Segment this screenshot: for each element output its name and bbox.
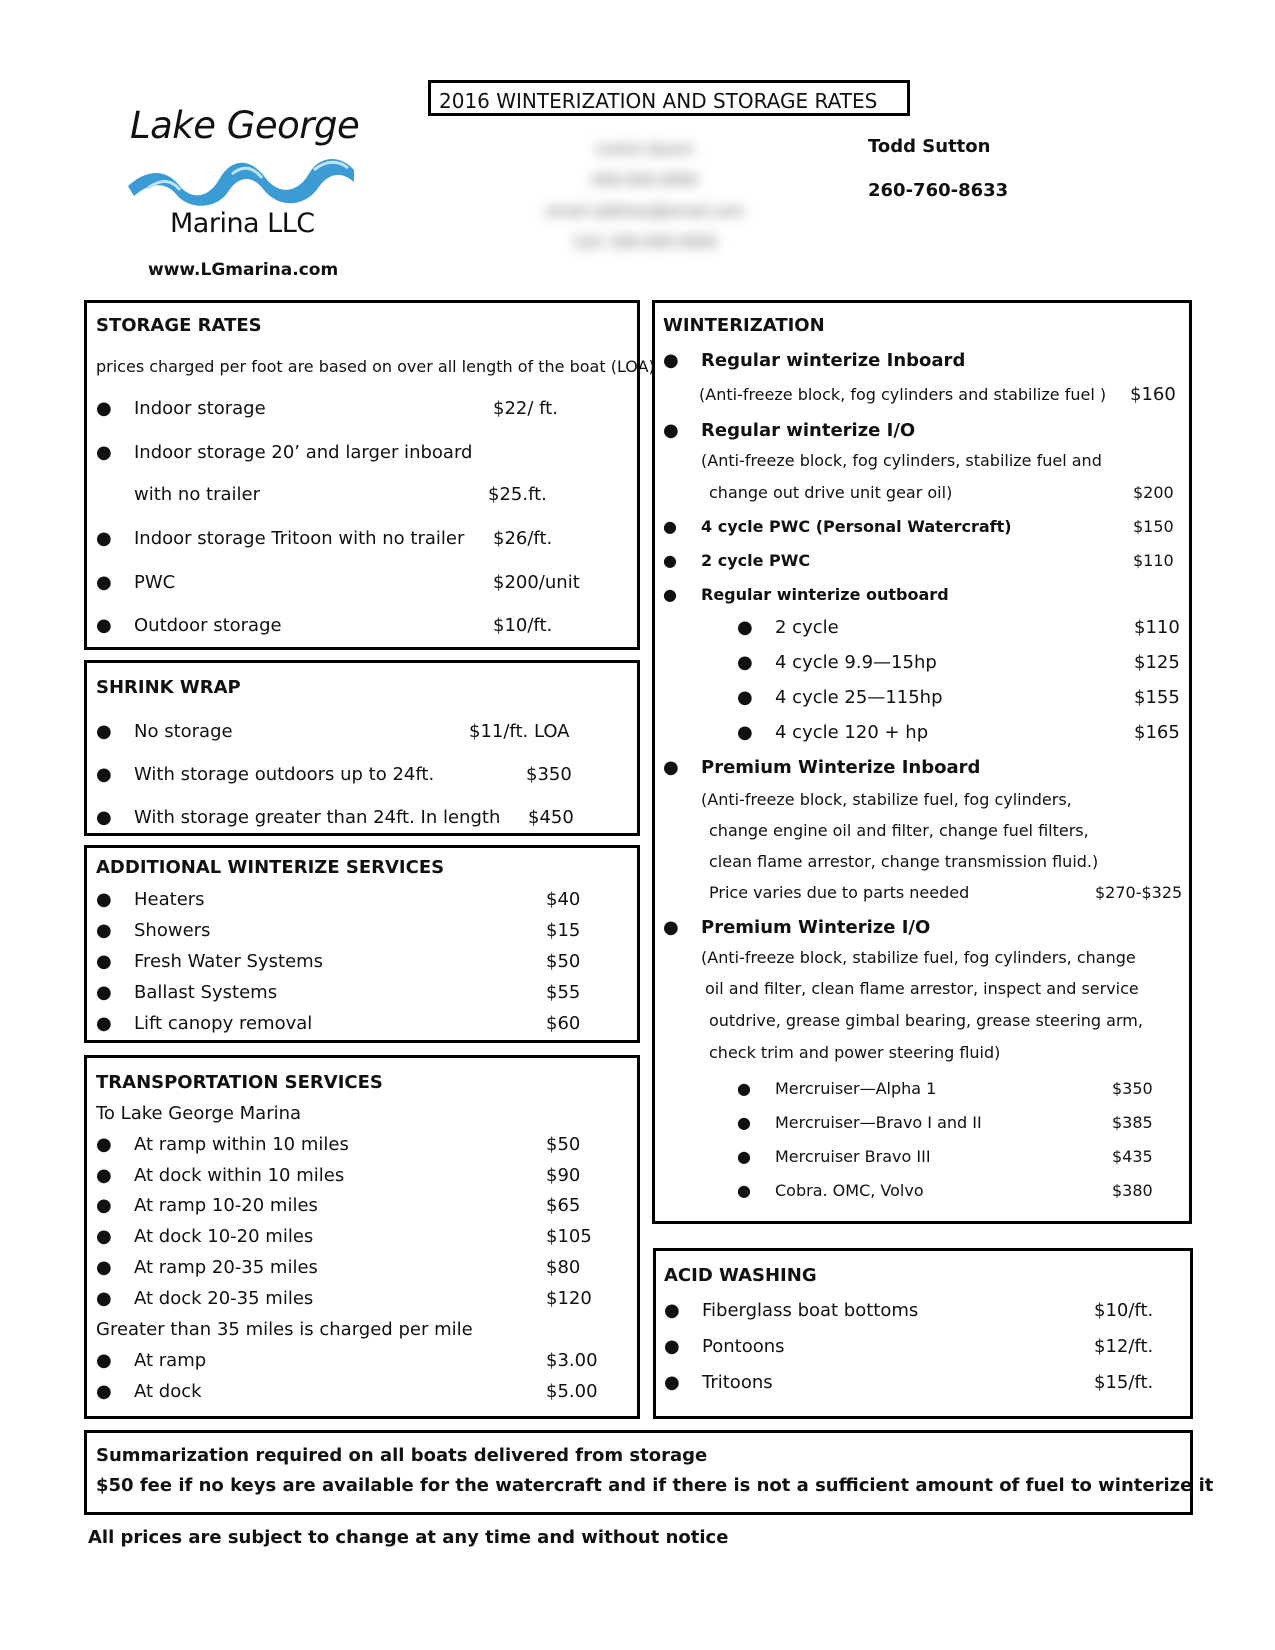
item-price: $350 (1112, 1079, 1153, 1098)
bullet: ● (96, 1350, 112, 1371)
item-price: $270-$325 (1095, 883, 1183, 902)
item-label: At dock (134, 1381, 202, 1402)
item-label: At dock 10-20 miles (134, 1226, 314, 1247)
bullet: ● (96, 1134, 112, 1155)
bullet: ● (663, 517, 677, 536)
item-label: No storage (134, 721, 233, 742)
item-label: Heaters (134, 889, 205, 910)
section-subtitle: prices charged per foot are based on over all length of the boat (LOA) (96, 357, 655, 376)
blurred-line: 000-000-0000 (591, 171, 699, 189)
item-label: Indoor storage 20’ and larger inboard (134, 442, 473, 463)
item-price: $10/ft. (493, 615, 553, 636)
item-price: $150 (1133, 517, 1174, 536)
blurred-contact (530, 140, 760, 260)
bullet: ● (664, 1300, 680, 1321)
bullet: ● (96, 1381, 112, 1402)
item-price: $110 (1134, 617, 1180, 638)
service-description: outdrive, grease gimbal bearing, grease steering arm, (709, 1011, 1143, 1030)
section-title: ADDITIONAL WINTERIZE SERVICES (96, 857, 445, 878)
item-label: At ramp within 10 miles (134, 1134, 349, 1155)
bullet: ● (737, 722, 753, 743)
bullet: ● (96, 1226, 112, 1247)
storage-rates-box (84, 300, 655, 650)
item-label: Fiberglass boat bottoms (702, 1300, 919, 1321)
bullet: ● (96, 615, 112, 636)
service-description: clean flame arrestor, change transmission fluid.) (709, 852, 1099, 871)
item-price: $200/unit (493, 572, 580, 593)
item-price: $385 (1112, 1113, 1153, 1132)
wave-icon (128, 148, 358, 210)
item-label: Outdoor storage (134, 615, 282, 636)
item-price: $40 (546, 889, 581, 910)
bullet: ● (96, 920, 112, 941)
list-item (134, 484, 614, 505)
item-price: $15 (546, 920, 581, 941)
bullet: ● (737, 1113, 751, 1132)
item-label: At dock 20-35 miles (134, 1288, 314, 1309)
item-label: With storage greater than 24ft. In length (134, 807, 501, 828)
item-price: $200 (1133, 483, 1174, 502)
item-label: 2 cycle PWC (701, 551, 811, 570)
bullet: ● (664, 1372, 680, 1393)
item-label: Ballast Systems (134, 982, 278, 1003)
item-price: $50 (546, 951, 581, 972)
logo-text-top: Lake George (130, 104, 360, 147)
bullet: ● (663, 917, 679, 938)
service-description: (Anti-freeze block, stabilize fuel, fog cylinders, change (701, 948, 1136, 967)
service-description: (Anti-freeze block, fog cylinders and stabilize fuel ) (699, 385, 1107, 404)
price-note: Price varies due to parts needed (709, 883, 970, 902)
item-price: $60 (546, 1013, 581, 1034)
item-price: $380 (1112, 1181, 1153, 1200)
bullet: ● (96, 764, 112, 785)
bullet: ● (96, 1288, 112, 1309)
item-price: $110 (1133, 551, 1174, 570)
blurred-line: email address@email.com (545, 202, 745, 220)
item-label: Lift canopy removal (134, 1013, 313, 1034)
blurred-line: Lorem Ipsum (596, 140, 694, 158)
bullet: ● (96, 951, 112, 972)
note-line: Summarization required on all boats delivered from storage (96, 1445, 708, 1466)
section-subtitle: To Lake George Marina (96, 1103, 302, 1124)
section-title: SHRINK WRAP (96, 677, 241, 698)
item-label: Premium Winterize Inboard (701, 757, 981, 778)
item-price: $55 (546, 982, 581, 1003)
bullet: ● (96, 1165, 112, 1186)
item-price: $65 (546, 1195, 581, 1216)
item-label: Showers (134, 920, 211, 941)
item-price: $12/ft. (1094, 1336, 1154, 1357)
section-title: TRANSPORTATION SERVICES (96, 1072, 383, 1093)
item-price: $350 (526, 764, 572, 785)
service-description: (Anti-freeze block, fog cylinders, stabilize fuel and (701, 451, 1102, 470)
item-price: $10/ft. (1094, 1300, 1154, 1321)
bullet: ● (737, 617, 753, 638)
item-price: $22/ ft. (493, 398, 558, 419)
bullet: ● (737, 1147, 751, 1166)
item-label: Premium Winterize I/O (701, 917, 931, 938)
contact-phone: 260-760-8633 (868, 180, 1009, 201)
website-link[interactable]: www.LGmarina.com (148, 260, 339, 280)
section-title: STORAGE RATES (96, 315, 262, 336)
bullet: ● (737, 1181, 751, 1200)
item-label: At ramp 10-20 miles (134, 1195, 318, 1216)
bullet: ● (96, 528, 112, 549)
contact-name: Todd Sutton (868, 136, 991, 157)
bullet: ● (737, 652, 753, 673)
bullet: ● (663, 551, 677, 570)
service-description: oil and filter, clean flame arrestor, inspect and service (705, 979, 1139, 998)
bullet: ● (663, 757, 679, 778)
footer-disclaimer: All prices are subject to change at any time and without notice (88, 1527, 729, 1548)
item-price: $11/ft. LOA (469, 721, 570, 742)
item-price: $50 (546, 1134, 581, 1155)
item-label: Pontoons (702, 1336, 785, 1357)
bullet: ● (664, 1336, 680, 1357)
item-label: Mercruiser—Alpha 1 (775, 1079, 937, 1098)
bullet: ● (96, 807, 112, 828)
item-label: Indoor storage Tritoon with no trailer (134, 528, 465, 549)
item-price: $80 (546, 1257, 581, 1278)
item-price: $3.00 (546, 1350, 598, 1371)
item-label: Fresh Water Systems (134, 951, 324, 972)
item-label: 4 cycle 25—115hp (775, 687, 943, 708)
transportation-box (84, 1055, 640, 1419)
bullet: ● (96, 721, 112, 742)
item-price: $160 (1130, 384, 1176, 405)
service-description: check trim and power steering fluid) (709, 1043, 1001, 1062)
item-label: with no trailer (134, 484, 261, 505)
notes-box (84, 1430, 1214, 1515)
page-title: 2016 WINTERIZATION AND STORAGE RATES (428, 80, 910, 116)
service-description: change out drive unit gear oil) (709, 483, 953, 502)
item-label: 4 cycle 9.9—15hp (775, 652, 937, 673)
item-label: At ramp (134, 1350, 207, 1371)
item-price: $125 (1134, 652, 1180, 673)
bullet: ● (737, 1079, 751, 1098)
bullet: ● (96, 1257, 112, 1278)
bullet: ● (663, 420, 679, 441)
service-description: change engine oil and filter, change fuel filters, (709, 821, 1089, 840)
bullet: ● (96, 1195, 112, 1216)
bullet: ● (96, 982, 112, 1003)
item-label: With storage outdoors up to 24ft. (134, 764, 435, 785)
item-label: PWC (134, 572, 176, 593)
item-label: Regular winterize Inboard (701, 350, 966, 371)
item-price: $450 (528, 807, 574, 828)
bullet: ● (96, 442, 112, 463)
logo (128, 100, 368, 250)
item-label: Mercruiser—Bravo I and II (775, 1113, 982, 1132)
bullet: ● (96, 398, 112, 419)
item-price: $25.ft. (488, 484, 547, 505)
item-price: $26/ft. (493, 528, 553, 549)
note-line: $50 fee if no keys are available for the watercraft and if there is not a sufficient amount of fuel to winterize it (96, 1475, 1214, 1496)
section-title: ACID WASHING (664, 1265, 817, 1286)
item-label: 2 cycle (775, 617, 839, 638)
bullet: ● (663, 585, 677, 604)
item-price: $105 (546, 1226, 592, 1247)
section-title: WINTERIZATION (663, 315, 825, 336)
item-label: Regular winterize outboard (701, 585, 949, 604)
logo-text-bottom: Marina LLC (170, 208, 315, 239)
item-price: $165 (1134, 722, 1180, 743)
item-price: $90 (546, 1165, 581, 1186)
item-label: Cobra. OMC, Volvo (775, 1181, 924, 1200)
item-label: Indoor storage (134, 398, 266, 419)
item-label: 4 cycle PWC (Personal Watercraft) (701, 517, 1012, 536)
blurred-line: Cell: 000-000-0000 (572, 233, 718, 251)
item-price: $120 (546, 1288, 592, 1309)
bullet: ● (737, 687, 753, 708)
service-description: (Anti-freeze block, stabilize fuel, fog cylinders, (701, 790, 1072, 809)
bullet: ● (96, 889, 112, 910)
item-label: Mercruiser Bravo III (775, 1147, 931, 1166)
item-label: 4 cycle 120 + hp (775, 722, 929, 743)
item-price: $435 (1112, 1147, 1153, 1166)
additional-services-box (84, 845, 640, 1043)
bullet: ● (663, 350, 679, 371)
item-label: At dock within 10 miles (134, 1165, 345, 1186)
item-price: $15/ft. (1094, 1372, 1154, 1393)
shrink-wrap-box (84, 660, 640, 836)
bullet: ● (96, 1013, 112, 1034)
item-price: $155 (1134, 687, 1180, 708)
item-label: Regular winterize I/O (701, 420, 916, 441)
winterization-box (652, 300, 1192, 1224)
item-label: Tritoons (702, 1372, 773, 1393)
item-label: At ramp 20-35 miles (134, 1257, 318, 1278)
acid-washing-box (653, 1248, 1193, 1419)
item-price: $5.00 (546, 1381, 598, 1402)
per-mile-note: Greater than 35 miles is charged per mile (96, 1319, 473, 1340)
bullet: ● (96, 572, 112, 593)
